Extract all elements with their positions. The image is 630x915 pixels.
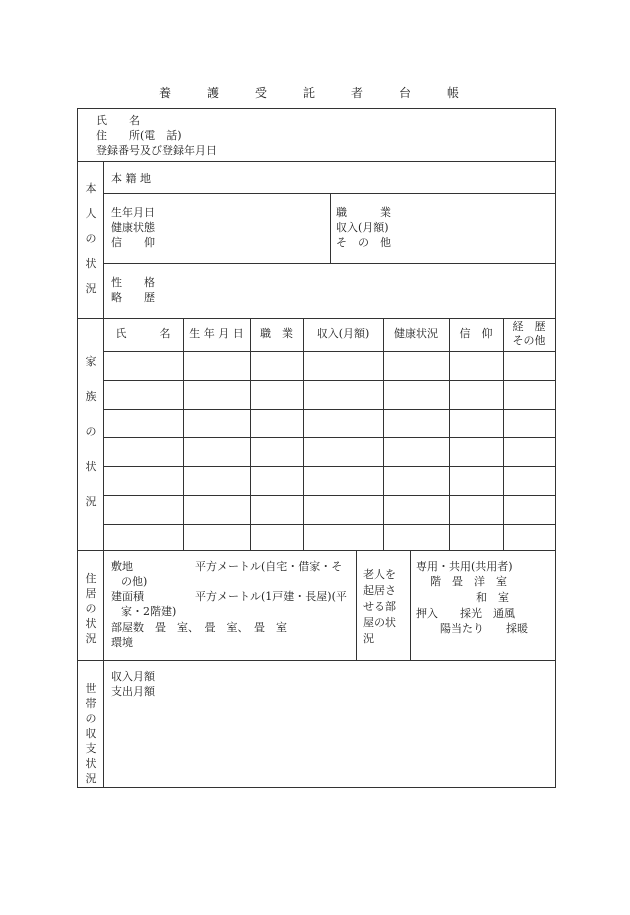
address-label: 住 所(電 話): [96, 129, 182, 142]
floor-unit-cont: 家・2階建): [121, 605, 177, 618]
character-label: 性 格: [111, 276, 155, 289]
faith-label: 信 仰: [111, 236, 155, 249]
page-title: 養 護 受 託 者 台 帳: [158, 86, 471, 100]
family-header-4: 健康状況: [394, 327, 438, 340]
family-header-0: 氏 名: [115, 327, 171, 340]
floor-tatami-label: 階 畳 洋 室: [430, 575, 507, 588]
self-section-label: 本 人 の 状 況: [85, 182, 97, 295]
occupation-label: 職 業: [336, 206, 391, 219]
family-header-1: 生 年 月 日: [189, 327, 244, 340]
history-label: 略 歴: [111, 291, 155, 304]
floor-area-label: 建面積: [111, 590, 144, 603]
expense-monthly-label: 支出月額: [111, 685, 155, 698]
family-section-label: 家 族 の 状 況: [85, 355, 97, 508]
site-unit: 平方メートル(自宅・借家・そ: [195, 560, 343, 573]
family-header-history-other: 経 歴 その他: [512, 320, 546, 347]
registry-form: [77, 108, 556, 788]
housing-section-label: 住 居 の 状 況: [85, 572, 97, 645]
elder-room-label: 老人を 起居さ せる部 屋の状 況: [363, 568, 396, 645]
birthdate-label: 生年月日: [111, 206, 155, 219]
closet-label: 押入 採光 通風: [416, 607, 515, 620]
family-header-2: 職 業: [260, 327, 293, 340]
other-label: そ の 他: [336, 236, 391, 249]
domicile-label: 本 籍 地: [111, 172, 151, 185]
use-label: 専用・共用(共用者): [416, 560, 513, 573]
japanese-room-label: 和 室: [476, 591, 509, 604]
sunlight-label: 陽当たり 採暖: [440, 622, 528, 635]
health-label: 健康状態: [111, 221, 155, 234]
family-header-3: 収入(月額): [316, 327, 370, 340]
site-label: 敷地: [111, 560, 133, 573]
family-header-5: 信 仰: [459, 327, 493, 340]
finance-section-label: 世 帯 の 収 支 状 況: [85, 682, 97, 785]
income-label: 収入(月額): [336, 221, 389, 234]
floor-unit: 平方メートル(1戸建・長屋)(平: [195, 590, 347, 603]
income-monthly-label: 収入月額: [111, 670, 155, 683]
site-unit-cont: の他): [121, 575, 148, 588]
name-label: 氏 名: [96, 114, 140, 127]
rooms-label: 部屋数 畳 室、 畳 室、 畳 室: [111, 621, 287, 634]
environment-label: 環境: [111, 636, 133, 649]
registration-label: 登録番号及び登録年月日: [96, 144, 217, 157]
